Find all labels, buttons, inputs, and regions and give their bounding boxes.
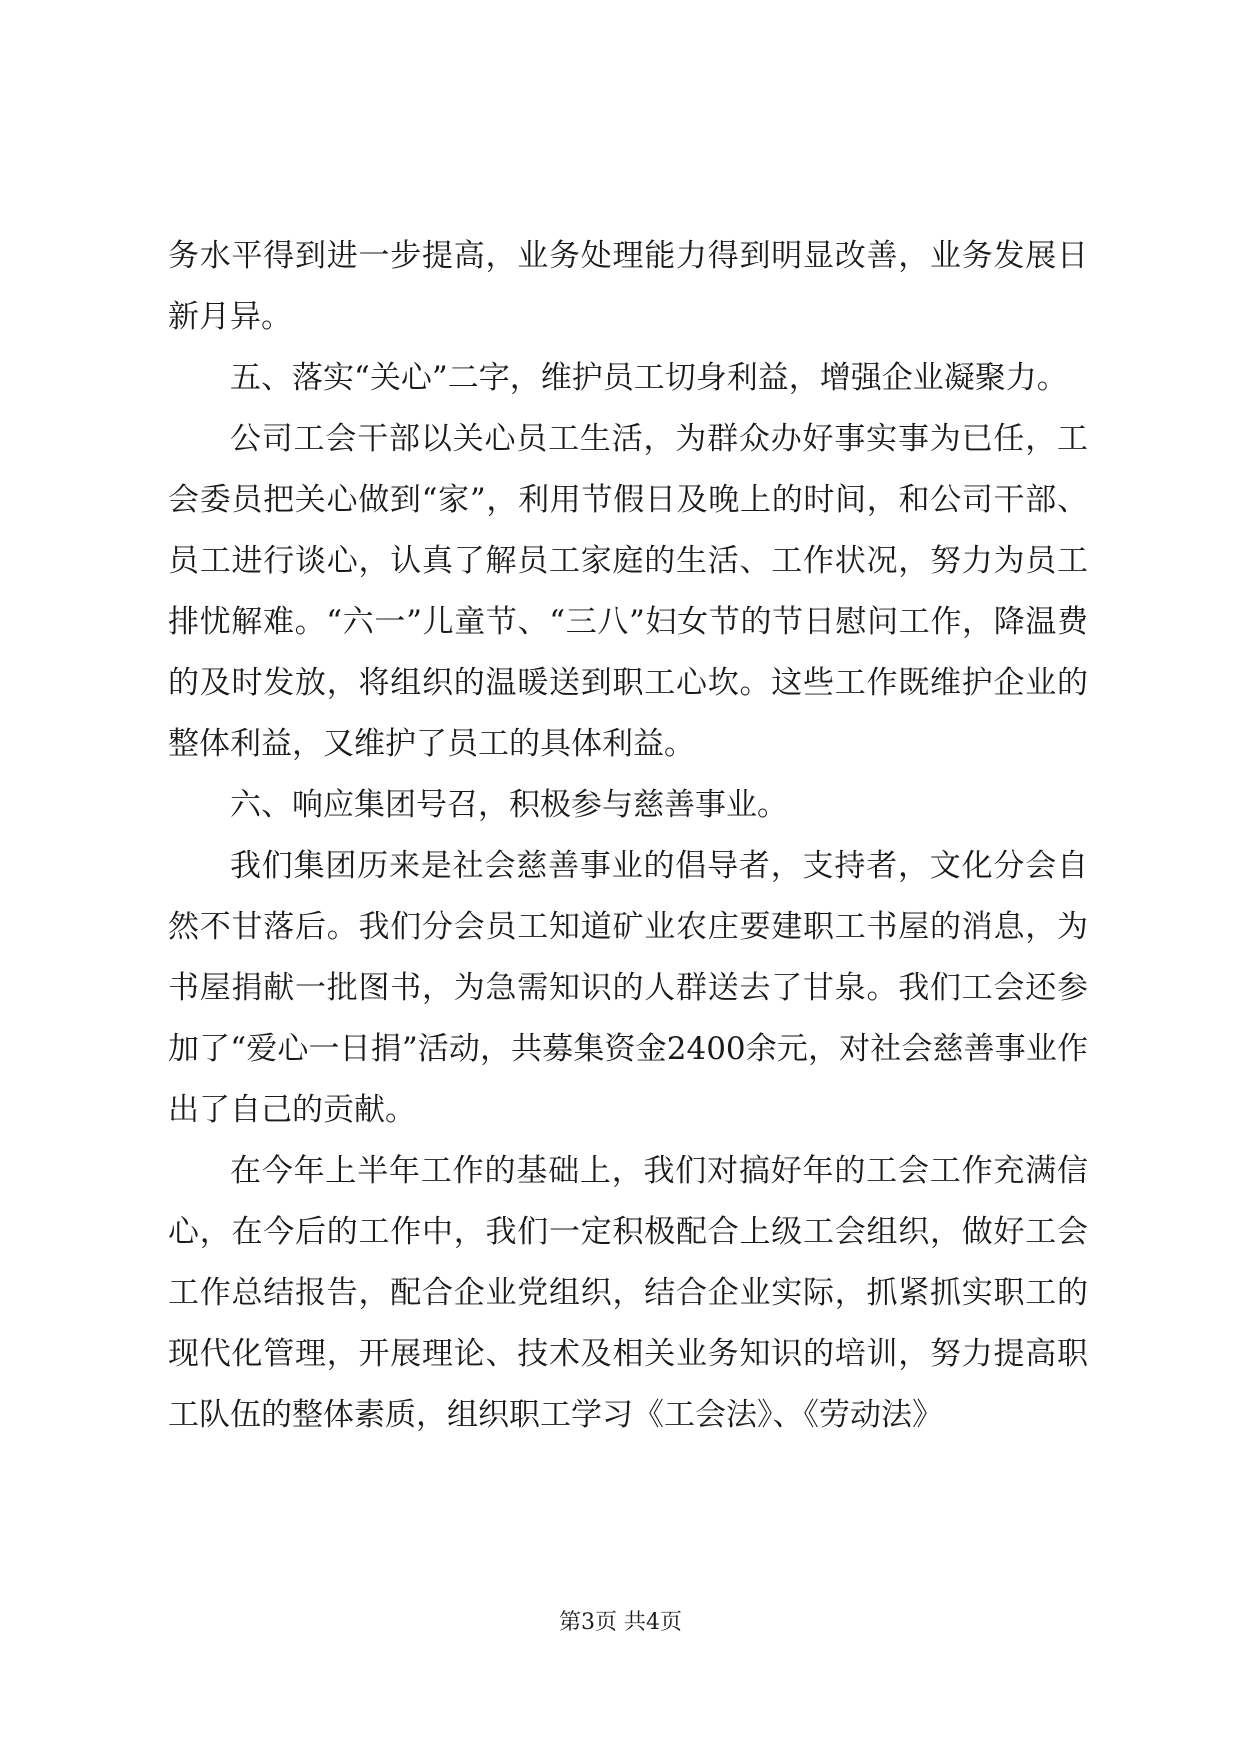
paragraph-4-section-six-heading: 六、响应集团号召，积极参与慈善事业。 [230, 787, 788, 823]
page-number-label: 第3页 共4页 [559, 1610, 682, 1635]
paragraph-5: 我们集团历来是社会慈善事业的倡导者，支持者，文化分会自然不甘落后。我们分会员工知道矿业农庄要建职工书屋的消息，为书屋捐献一批图书，为急需知识的人群送去了甘泉。我们工会还参加了“爱心一日捐”活动，共募集资金2400余元，对社会慈善事业作出了自己的贡献。 [168, 848, 1088, 1128]
document-body [168, 226, 1088, 1446]
page-footer [0, 1608, 1241, 1638]
paragraph-6: 在今年上半年工作的基础上，我们对搞好年的工会工作充满信心，在今后的工作中，我们一定积极配合上级工会组织，做好工会工作总结报告，配合企业党组织，结合企业实际，抓紧抓实职工的现代化管理，开展理论、技术及相关业务知识的培训，努力提高职工队伍的整体素质，组织职工学习《工会法》、《劳动法》 [168, 1153, 1088, 1433]
paragraph-3: 公司工会干部以关心员工生活，为群众办好事实事为已任，工会委员把关心做到“家”，利用节假日及晚上的时间，和公司干部、员工进行谈心，认真了解员工家庭的生活、工作状况，努力为员工排忧解难。“六一”儿童节、“三八”妇女节的节日慰问工作，降温费的及时发放，将组织的温暖送到职工心坎。这些工作既维护企业的整体利益，又维护了员工的具体利益。 [168, 421, 1088, 762]
paragraph-2-section-five-heading: 五、落实“关心”二字，维护员工切身利益，增强企业凝聚力。 [230, 360, 1068, 396]
paragraph-1: 务水平得到进一步提高，业务处理能力得到明显改善，业务发展日新月异。 [168, 238, 1088, 335]
